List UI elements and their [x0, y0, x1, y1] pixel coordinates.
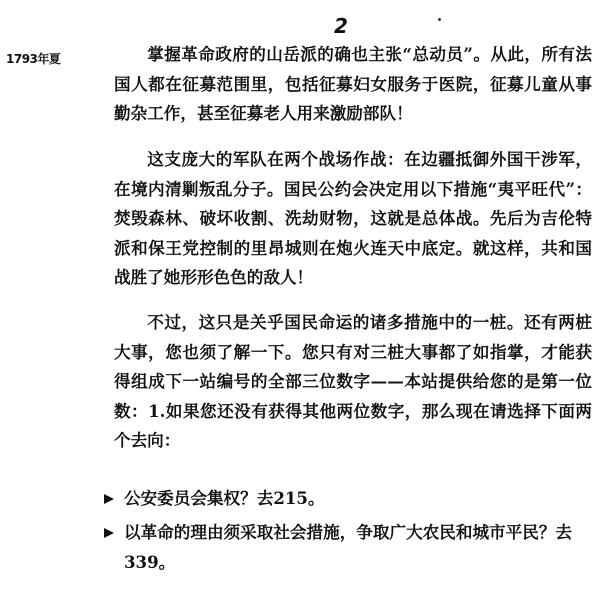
- triangle-bullet-icon: [104, 484, 116, 513]
- choice-link-2[interactable]: 以革命的理由须采取社会措施，争取广大农民和城市平民？去339。: [124, 522, 573, 572]
- date-label: 1793年夏: [6, 52, 61, 66]
- choice-item-2[interactable]: [104, 518, 594, 577]
- page-number: 2: [334, 14, 348, 38]
- paragraph-instructions: 不过，这只是关乎国民命运的诸多措施中的一桩。还有两桩大事，您也须了解一下。您只有对三桩大事都了如指掌，才能获得组成下一站编号的全部三位数字——本站提供给您的是第一位数：1.如果您还没有获得其他两位数字，那么现在请选择下面两个去向：: [114, 312, 592, 451]
- choice-link-1[interactable]: 公安委员会集权？去215。: [124, 488, 325, 508]
- choice-item-1[interactable]: [104, 484, 594, 514]
- paragraph-mobilization: 掌握革命政府的山岳派的确也主张“总动员”。从此，所有法国人都在征募范围里，包括征募妇女服务于医院，征募儿童从事勤杂工作，甚至征募老人用来激励部队！: [114, 44, 592, 124]
- triangle-bullet-icon: [104, 518, 116, 547]
- print-speck: [438, 18, 441, 21]
- paragraph-total-war: 这支庞大的军队在两个战场作战：在边疆抵御外国干涉军，在境内清剿叛乱分子。国民公约会决定用以下措施“夷平旺代”：焚毁森林、破坏收割、洗劫财物，这就是总体战。先后为吉伦特派和保王党控制的里昂城则在炮火连天中底定。就这样，共和国战胜了她形形色色的敌人！: [114, 149, 592, 288]
